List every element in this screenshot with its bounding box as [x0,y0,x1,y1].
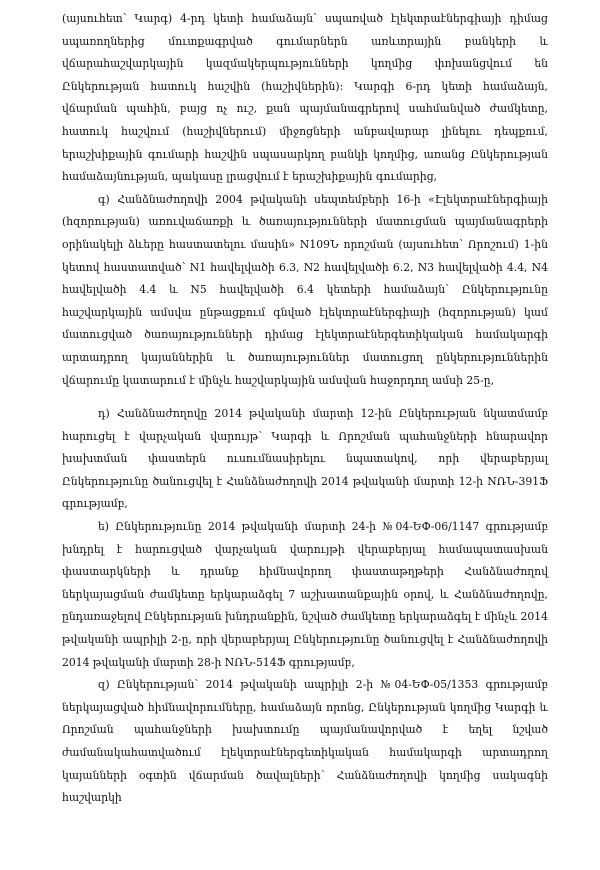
document-body [62,8,548,810]
paragraph-continuation: (այսուհետ՝ Կարգ) 4-րդ կետի համաձայն՝ սպառված էլեկտրաէներգիայի դիմաց սպառողներից մուտքագրված գումարներն առևտրային բանկերի և վճարահաշվարկային կազմակերպությունների կողմից փոխանցվում են Ընկերության հատուկ հաշվին (հաշիվներին): Կարգի 6-րդ կետի համաձայն, վճարման պահին, բայց ոչ ուշ, քան պայմանագրերով սահմանված ժամկետը, հատուկ հաշվում (հաշիվներում) միջոցների անբավարար լինելու դեպքում, երաշխիքային գումարի հաշվին սպասարկող բանկի կողմից, առանց Ընկերության համաձայնության, պակասը լրացվում է երաշխիքային գումարից, [62,12,548,184]
paragraph-z: զ) Ընկերության՝ 2014 թվականի ապրիլի 2-ի №04-ԵՓ-05/1353 գրությամբ ներկայացված հիմնավորումները, համաձայն որոնց, Ընկերության կողմից Կարգի և Որոշման պահանջների խախտումը պայմանավորված է եղել նշված ժամանակահատվածում էլեկտրաէներգետիկական համակարգի արտադրող կայանների օգտին վճարման ծավալների՝ Հանձնաժողովի կողմից սակագնի հաշվարկի [62,678,548,805]
paragraph-g: գ) Հանձնաժողովի 2004 թվականի սեպտեմբերի 16-ի «Էլեկտրաէներգիայի (հզորության) առուվաճառքի և ծառայությունների մատուցման պայմանագրերի օրինակելի ձևերը հաստատելու մասին» N109Ն որոշման (այսուհետ՝ Որոշում) 1-ին կետով հաստատված՝ N1 հավելվածի 6.3, N2 հավելվածի 6.2, N3 հավելվածի 4.4, N4 հավելվածի 4.4 և N5 հավելվածի 6.4 կետերի համաձայն՝ Ընկերությունը հաշվարկային ամսվա ընթացքում գնված էլեկտրաէներգիայի (հզորության) կամ մատուցված ծառայությունների դիմաց էլեկտրաէներգետիկական համակարգի արտադրող կայաններին և ծառայություններ մատուցող ընկերություններին վճարումը կատարում է մինչև հաշվարկային ամսվան հաջորդող ամսի 25-ը, [62,192,548,387]
paragraph-d: դ) Հանձնաժողովը 2014 թվականի մարտի 12-ին Ընկերության նկատմամբ հարուցել է վարչական վարույթ՝ Կարգի և Որոշման պահանջների հնարավոր խախտման փաստերն ուսումնասիրելու նպատակով, որի վերաբերյալ Ընկերությունը ծանուցվել է Հանձնաժողովի 2014 թվականի մարտի 12-ի NՌՆ-391Ֆ գրությամբ, [62,407,548,511]
paragraph-e: ե) Ընկերությունը 2014 թվականի մարտի 24-ի №04-ԵՓ-06/1147 գրությամբ խնդրել է հարուցված վարչական վարույթի վերաբերյալ համապատասխան փաստարկների և դրանք հիմնավորող փաստաթղթերի Հանձնաժողով ներկայացման ժամկետը երկարաձգել 7 աշխատանքային օրով, և Հանձնաժողովը, ընդառաջելով Ընկերության խնդրանքին, նշված ժամկետը երկարաձգել է մինչև 2014 թվականի ապրիլի 2-ը, որի վերաբերյալ Ընկերությունը ծանուցվել է Հանձնաժողովի 2014 թվականի մարտի 28-ի NՌՆ-514Ֆ գրությամբ, [62,520,548,669]
